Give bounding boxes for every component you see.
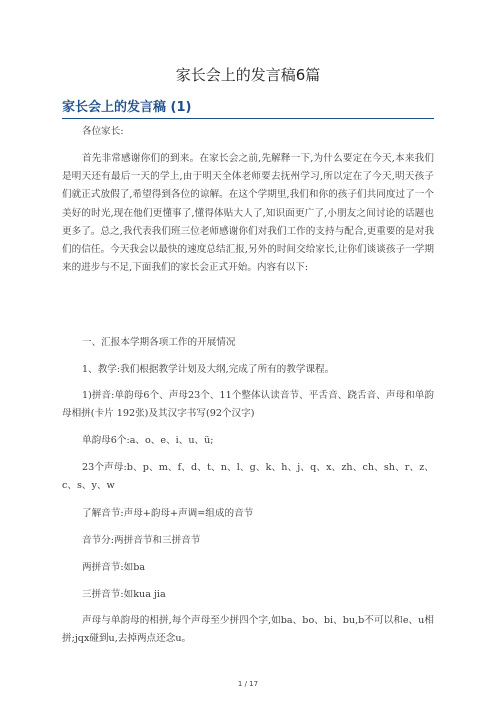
- paragraph-syllable-types: 音节分:两拼音节和三拼音节: [82, 535, 201, 546]
- paragraph-initials: 23个声母:b、p、m、f、d、t、n、l、g、k、h、j、q、x、zh、ch、sh、r、z、c、s、y、w: [62, 462, 434, 492]
- paragraph-two-part: 两拼音节:如ba: [82, 562, 146, 573]
- paragraph-syllables: 了解音节:声母+韵母+声调=组成的音节: [82, 508, 254, 519]
- page-number: 1 / 17: [237, 680, 259, 688]
- paragraph-greeting: 各位家长:: [82, 126, 124, 137]
- paragraph-single-finals: 单韵母6个:a、o、e、i、u、ü;: [82, 435, 214, 446]
- section-heading: 家长会上的发言稿 (1): [62, 96, 434, 119]
- paragraph-combination: 声母与单韵母的相拼,每个声母至少拼四个字,如ba、bo、bi、bu,b不可以和e、u相拼;jqx碰到u,去掉两点还念u。: [62, 615, 434, 645]
- paragraph-three-part: 三拼音节:如kua jia: [82, 589, 166, 600]
- paragraph-intro: 首先非常感谢你们的到来。在家长会之前,先解释一下,为什么要定在今天,本来我们是明天还有最后一天的学上,由于明天全体老师要去抚州学习,所以定在了今天,明天孩子们就正式放假了,希望得到各位的谅解。在这个学期里,我们和你的孩子们共同度过了一个美好的时光,现在他们更懂事了,懂得体贴大人了,知识面更广了,小朋友之间讨论的话题也更多了。总之,我代表我们班三位老师感谢你们对我们工作的支持与配合,更重要的是对我们的信任。今天我会以最快的速度总结汇报,另外的时间交给家长,让你们谈谈孩子一学期来的进步与不足,下面我们的家长会正式开始。内容有以下:: [62, 153, 434, 274]
- paragraph-teaching: 1、教学:我们根据教学计划及大纲,完成了所有的教学课程。: [82, 364, 335, 375]
- document-title: 家长会上的发言稿6篇: [175, 66, 321, 84]
- paragraph-section-one: 一、汇报本学期各项工作的开展情况: [82, 337, 236, 348]
- paragraph-pinyin: 1)拼音:单韵母6个、声母23个、11个整体认读音节、平舌音、跷舌音、声母和单韵母相拼(卡片 192张)及其汉字书写(92个汉字): [62, 390, 434, 420]
